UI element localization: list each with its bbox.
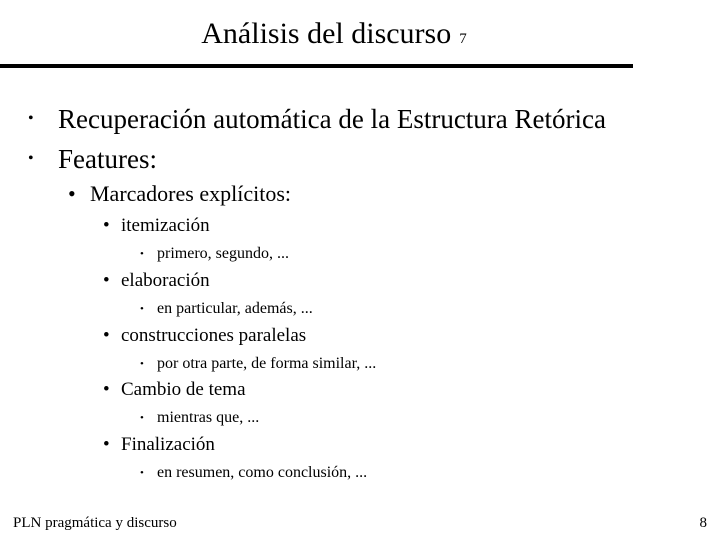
bullet-marker: • [103,434,110,455]
group-label: elaboración [121,270,210,291]
group-examples: primero, segundo, ... [157,245,289,262]
page-number: 8 [699,515,707,531]
bullet-marker: • [140,358,144,370]
bullet-marker: • [28,150,34,167]
bullet-marker: • [140,467,144,479]
bullet-marker: • [28,110,34,127]
group-label: construcciones paralelas [121,325,307,346]
slide-title-text: Análisis del discurso [201,17,452,50]
sub-heading: Marcadores explícitos: [90,181,291,206]
bullet-marker: • [140,412,144,424]
title-divider [0,64,633,68]
footer-course-title: PLN pragmática y discurso [13,515,177,531]
bullet-marker: • [103,379,110,400]
bullet-marker: • [103,325,110,346]
group-examples: mientras que, ... [157,409,260,426]
group-label: Finalización [121,434,215,455]
slide-title [0,14,668,59]
title-number: 7 [459,31,467,47]
group-examples: en resumen, como conclusión, ... [157,464,368,481]
bullet-item-features: Features: [58,144,157,174]
bullet-item-recuperacion: Recuperación automática de la Estructura Retórica [58,104,606,134]
group-label: Cambio de tema [121,379,246,400]
group-label: itemización [121,215,210,236]
bullet-marker: • [103,215,110,236]
bullet-marker: • [140,303,144,315]
bullet-marker: • [68,181,76,206]
group-examples: en particular, además, ... [157,300,313,317]
bullet-marker: • [103,270,110,291]
group-examples: por otra parte, de forma similar, ... [157,355,377,372]
bullet-marker: • [140,248,144,260]
